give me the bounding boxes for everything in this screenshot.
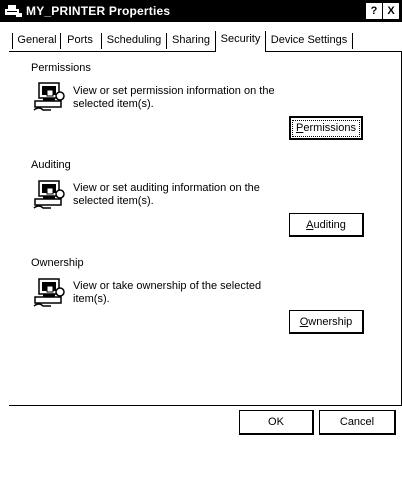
auditing-description: View or set auditing information on the selected item(s). bbox=[73, 182, 260, 207]
auditing-button[interactable] bbox=[289, 213, 364, 237]
computer-key-icon bbox=[33, 278, 67, 310]
ownership-button-mnemonic: O bbox=[299, 315, 309, 328]
tab-security[interactable]: Security bbox=[220, 33, 261, 45]
tab-strip bbox=[0, 30, 402, 52]
tab-divider bbox=[166, 33, 167, 49]
permissions-button-mnemonic: P bbox=[296, 122, 304, 134]
computer-key-icon bbox=[33, 180, 67, 212]
close-button[interactable]: X bbox=[383, 3, 399, 19]
auditing-heading: Auditing bbox=[31, 159, 71, 171]
ok-button[interactable]: OK bbox=[239, 410, 314, 435]
tab-baseline bbox=[265, 51, 402, 52]
ownership-button[interactable] bbox=[289, 310, 364, 334]
tab-divider bbox=[265, 31, 266, 51]
tab-divider bbox=[60, 33, 61, 49]
permissions-button-label: ermissions bbox=[303, 122, 356, 134]
computer-key-icon bbox=[33, 82, 67, 114]
tab-ports[interactable]: Ports bbox=[67, 34, 93, 46]
permissions-button[interactable] bbox=[289, 116, 363, 140]
cancel-button[interactable]: Cancel bbox=[319, 410, 396, 435]
permissions-heading: Permissions bbox=[31, 62, 91, 74]
title-bar[interactable] bbox=[0, 0, 402, 22]
ownership-heading: Ownership bbox=[31, 257, 84, 269]
tab-sharing[interactable]: Sharing bbox=[172, 34, 210, 46]
tab-divider bbox=[215, 31, 216, 51]
tab-general[interactable]: General bbox=[17, 34, 57, 46]
tab-divider bbox=[12, 33, 13, 49]
tab-divider bbox=[101, 33, 102, 49]
auditing-button-label: uditing bbox=[313, 218, 346, 231]
permissions-description: View or set permission information on the selected item(s). bbox=[73, 85, 275, 110]
printer-icon bbox=[3, 4, 23, 18]
panel-bottom-border bbox=[9, 405, 402, 406]
tab-divider bbox=[352, 33, 353, 49]
tab-baseline bbox=[9, 51, 216, 52]
tab-device-settings[interactable]: Device Settings bbox=[270, 34, 348, 46]
focus-ring bbox=[292, 120, 360, 137]
window-title: MY_PRINTER Properties bbox=[26, 4, 171, 18]
help-button[interactable]: ? bbox=[366, 3, 382, 19]
ownership-description: View or take ownership of the selected item(s). bbox=[73, 280, 262, 305]
auditing-button-mnemonic: A bbox=[306, 218, 314, 231]
tab-scheduling[interactable]: Scheduling bbox=[106, 34, 162, 46]
ownership-button-label: wnership bbox=[308, 315, 353, 328]
